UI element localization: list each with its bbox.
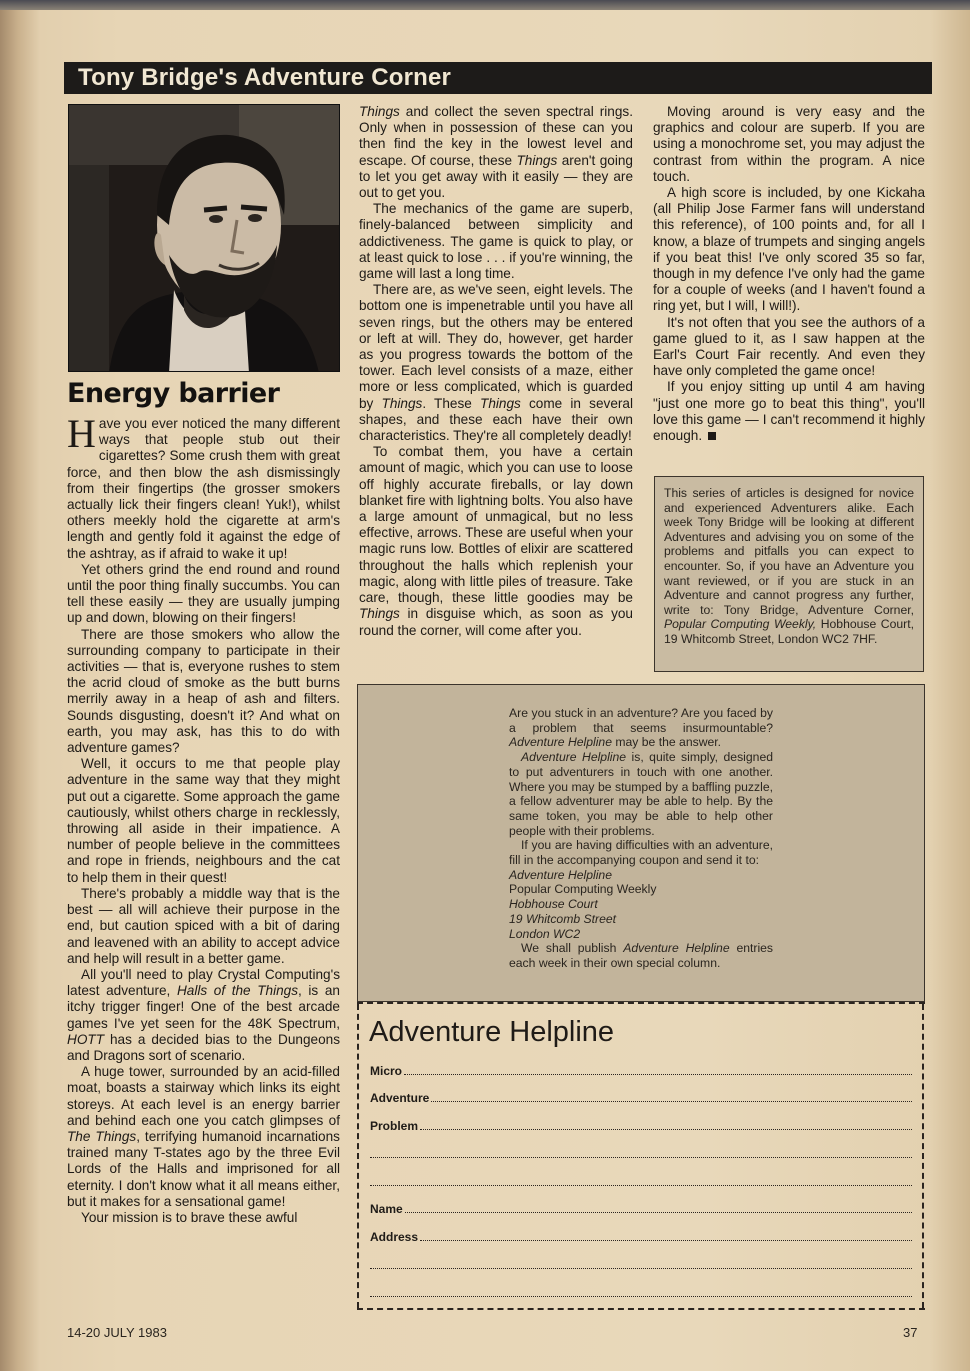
paragraph: There's probably a middle way that is the best — all will achieve their purpose in the end, but caution spiced with a bit of daring and leavened with an ability to accept advice and help will result in a better game. bbox=[67, 885, 340, 966]
paragraph bbox=[67, 967, 340, 1064]
text-run: We shall publish bbox=[521, 941, 624, 956]
address-label: Address bbox=[370, 1230, 419, 1244]
address-field-line-2[interactable] bbox=[370, 1256, 912, 1272]
paragraph: Well, it occurs to me that people play adventure in the same way that they might put out a cigarette. Some approach the game cautiously, whilst others charge in recklessly, throwing all aside in their impatience. A number of people believe in the committees and rope in friends, neighbours and the cat to help them in their quest! bbox=[67, 756, 340, 885]
paragraph bbox=[359, 104, 633, 201]
author-photo bbox=[68, 104, 340, 372]
problem-field-line-3[interactable] bbox=[370, 1173, 912, 1189]
fill-in-line[interactable] bbox=[370, 1185, 912, 1186]
address-field-line-3[interactable] bbox=[370, 1284, 912, 1300]
address-line: Hobhouse Court bbox=[509, 897, 598, 912]
address-line: 19 Whitcomb Street bbox=[509, 911, 617, 926]
paragraph bbox=[359, 444, 633, 638]
problem-label: Problem bbox=[370, 1119, 419, 1133]
paragraph: Your mission is to brave these awful bbox=[81, 1209, 298, 1225]
fill-in-line[interactable] bbox=[431, 1101, 912, 1102]
text-run: , terrifying humanoid incarnations trained many T-states ago by the three Evil Lords of the Halls and imprisoned for all eternity. I don't know what it all means either, but it makes for a sensational game! bbox=[67, 1128, 340, 1209]
paragraph-text: ave you ever noticed the many different ways that people stub out their cigarettes? Some crush them with great force, and then blow the ash dismissingly from their fingertips (the grosser smokers actually lick their fingers clean! Yuk!), whilst others meekly hold the cigarette at arm's length and gently fold it against the edge of the ashtray, as if afraid to wake it up! bbox=[67, 416, 340, 561]
italic-term: Things bbox=[480, 395, 521, 411]
coupon-title: Adventure Helpline bbox=[369, 1016, 615, 1048]
notice-text: Hobhouse Court, 19 Whitcomb Street, London WC2 7HF. bbox=[664, 617, 914, 646]
problem-field-line-2[interactable] bbox=[370, 1145, 912, 1161]
adventure-label: Adventure bbox=[370, 1091, 430, 1105]
fill-in-line[interactable] bbox=[420, 1240, 912, 1241]
name-label: Name bbox=[370, 1202, 403, 1216]
text-run: has a decided bias to the Dungeons and Dragons sort of scenario. bbox=[67, 1031, 340, 1063]
text-run: Are you stuck in an adventure? Are you faced by a problem that seems insurmountable? bbox=[509, 706, 773, 735]
article-column-1 bbox=[67, 411, 340, 1226]
italic-term: Things bbox=[359, 606, 400, 622]
coupon-cut-line-left bbox=[357, 1004, 359, 1308]
paragraph: Yet others grind the end round and round until the poor thing finally succumbs. You can tell these easily — they are usually jumping up and down, blowing on their fingers! bbox=[67, 561, 340, 626]
drop-cap: H bbox=[67, 411, 96, 456]
paragraph: A high score is included, by one Kickaha (all Philip Jose Farmer fans will understand this reference), of 100 points and, for all I know, a blaze of trumpets and singing angels if you beat this! I've only scored 35 so far, though in my defence I've only had the game for a couple of weeks (and I haven't found a ring yet, but I will, I will!). bbox=[653, 185, 925, 314]
italic-term: Adventure Helpline bbox=[521, 750, 627, 765]
fill-in-line[interactable] bbox=[370, 1157, 912, 1158]
fill-in-line[interactable] bbox=[370, 1268, 912, 1269]
coupon-cut-line-right bbox=[922, 1004, 924, 1308]
text-run: aren't going to let you get away with it easily — they are out to get you. bbox=[359, 152, 633, 201]
adventure-field[interactable] bbox=[370, 1089, 912, 1105]
fill-in-line[interactable] bbox=[404, 1074, 912, 1075]
section-header: Tony Bridge's Adventure Corner bbox=[64, 62, 932, 94]
text-run: If you enjoy sitting up until 4 am having "just one more go to beat this thing", you'll love this game — I can't recommend it highly enough. bbox=[653, 379, 925, 444]
game-title-abbr: HOTT bbox=[67, 1031, 104, 1047]
paragraph: Moving around is very easy and the graphics and colour are superb. If you are using a monochrome set, you may adjust the contrast from within the program. A nice touch. bbox=[653, 104, 925, 184]
text-run: is, quite simply, designed to put adventurers in touch with one another. Where you may be stumped by a baffling puzzle, a fellow adventurer may be able to help. By the same token, you may be able to help other people with their problems. bbox=[509, 750, 773, 838]
paragraph bbox=[67, 411, 340, 562]
page-number: 37 bbox=[903, 1325, 918, 1340]
italic-term: Adventure Helpline bbox=[623, 941, 730, 956]
fill-in-line[interactable] bbox=[370, 1296, 912, 1297]
fill-in-line[interactable] bbox=[405, 1212, 912, 1213]
paragraph bbox=[509, 750, 773, 838]
paragraph bbox=[67, 1064, 340, 1210]
fill-in-line[interactable] bbox=[420, 1129, 912, 1130]
italic-term: Things bbox=[359, 104, 400, 119]
italic-term: The Things bbox=[67, 1128, 137, 1144]
text-run: and collect the seven spectral rings. Only when in possession of these can you then find the key in the lowest level and escape. Of course, these bbox=[359, 104, 633, 168]
paragraph bbox=[653, 379, 925, 444]
series-notice-box bbox=[654, 476, 924, 672]
text-run: To combat them, you have a certain amount of magic, which you can use to loose off highly accurate fireballs, or lay down blanket fire with lightning bolts. You also have a large amount of unmagical, but no less effective, arrows. These are useful when your magic runs low. Bottles of elixir are scattered throughout the halls which replenish your magic, along with little piles of treasure. Take care, though, these little goodies may be bbox=[359, 444, 633, 606]
paragraph: If you are having difficulties with an adventure, fill in the accompanying coupon and send it to: bbox=[509, 838, 773, 868]
page-top-edge bbox=[0, 0, 970, 10]
italic-term: Adventure Helpline bbox=[509, 735, 612, 750]
article-column-2 bbox=[359, 104, 633, 639]
text-run: , is an itchy trigger finger! One of the best arcade games I've yet seen for the 48K Spectrum, bbox=[67, 983, 340, 1031]
paragraph: It's not often that you see the authors of a game glued to it, as I saw happen at the Earl's Court Fair recently. And even they have only completed the game once! bbox=[653, 314, 925, 379]
micro-field[interactable] bbox=[370, 1062, 912, 1078]
paragraph: There are those smokers who allow the surrounding company to participate in their activities — that is, everyone rushes to stem the acrid cloud of smoke as the butt burns merrily away in a heap of ash and filters. Sounds disgusting, doesn't it? And what on earth, you may ask, has this to do with adventure games? bbox=[67, 626, 340, 756]
end-mark-icon bbox=[708, 432, 716, 440]
paragraph bbox=[509, 941, 773, 970]
address-line: Popular Computing Weekly bbox=[509, 882, 657, 897]
paragraph: The mechanics of the game are superb, finely-balanced between simplicity and addictiveness. The game is quick to play, or at least quick to lose . . . if you're winning, the game will last a long time. bbox=[359, 201, 633, 282]
text-run: There are, as we've seen, eight levels. The bottom one is impenetrable until you have all seven rings, but the others may be entered or left at will. They do, however, get harder as you progress towards the bottom of the tower. Each level consists of a maze, either more or less complicated, which is guarded by bbox=[359, 282, 633, 411]
micro-label: Micro bbox=[370, 1064, 403, 1078]
issue-date: 14-20 JULY 1983 bbox=[67, 1325, 167, 1340]
address-field[interactable] bbox=[370, 1228, 912, 1244]
italic-term: Things bbox=[381, 395, 423, 411]
address-line: London WC2 bbox=[509, 926, 581, 941]
magazine-name: Popular Computing Weekly, bbox=[664, 617, 817, 632]
helpline-text bbox=[509, 706, 773, 971]
paragraph bbox=[509, 706, 773, 750]
author-portrait-image bbox=[69, 105, 340, 372]
notice-text: This series of articles is designed for novice and experienced Adventurers alike. Each week Tony Bridge will be looking at different Adventures and advising you on some of the problems and pitfalls you can expect to encounter. So, if you have an Adventure you want reviewed, or if you are stuck in an Adventure and cannot progress any further, write to: Tony Bridge, Adventure Corner, bbox=[664, 486, 914, 617]
article-column-3 bbox=[653, 104, 925, 444]
italic-term: Things bbox=[516, 152, 558, 168]
text-run: may be the answer. bbox=[611, 735, 722, 750]
text-run: come in several shapes, and these each have their own characteristics. They're all completely deadly! bbox=[359, 395, 633, 444]
paragraph bbox=[359, 282, 633, 444]
name-field[interactable] bbox=[370, 1200, 912, 1216]
address-line: Adventure Helpline bbox=[509, 867, 612, 882]
article-headline: Energy barrier bbox=[67, 378, 280, 409]
text-run: All you'll need to play Crystal Computing's latest adventure, bbox=[67, 966, 340, 999]
text-run: in disguise which, as soon as you round the corner, will come after you. bbox=[359, 606, 633, 638]
text-run: entries each week in their own special column. bbox=[509, 941, 774, 970]
problem-field[interactable] bbox=[370, 1117, 912, 1133]
game-title: Halls of the Things bbox=[176, 983, 299, 999]
text-run: . These bbox=[422, 395, 481, 411]
text-run: A huge tower, surrounded by an acid-filled moat, boasts a stairway which links its eight storeys. At each level is an energy barrier and behind each one you catch glimpses of bbox=[67, 1064, 340, 1128]
